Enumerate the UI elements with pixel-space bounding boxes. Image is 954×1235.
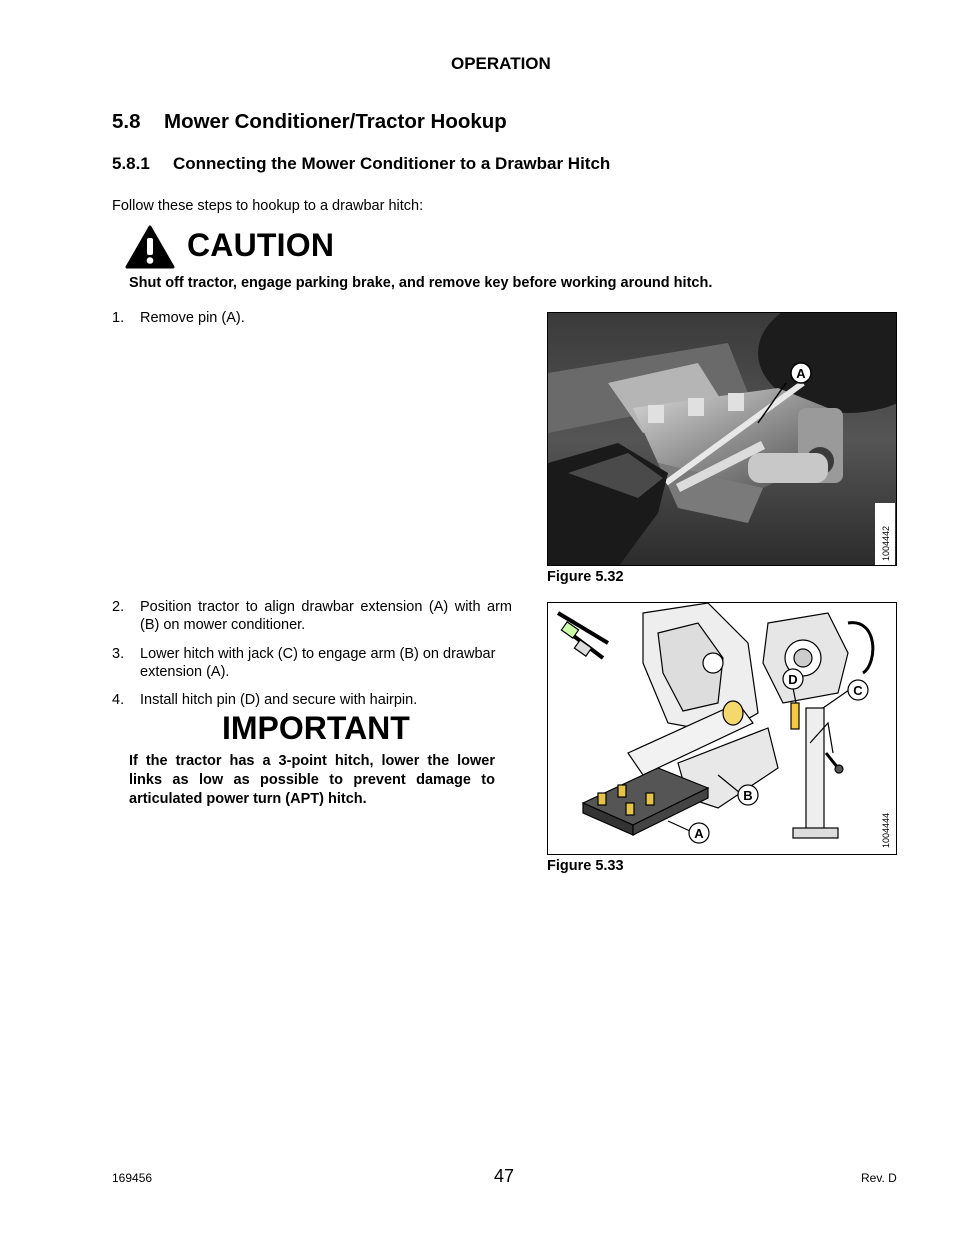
- step-1: [112, 309, 512, 327]
- document-number: 169456: [112, 1171, 153, 1185]
- hitch-pin-photo-illustration: [548, 313, 897, 566]
- important-text: If the tractor has a 3-point hitch, lower the lower links as low as possible to prevent damage to articulated power turn (APT) hitch.: [129, 753, 495, 807]
- subsection-number: 5.8.1: [112, 154, 150, 173]
- warning-triangle-icon: [124, 224, 176, 275]
- figure-5-32-caption: Figure 5.32: [547, 569, 624, 585]
- callout-d-label: D: [788, 672, 798, 687]
- callout-c-label: C: [853, 683, 863, 698]
- subsection-title: Connecting the Mower Conditioner to a Drawbar Hitch: [173, 154, 611, 173]
- subsection-heading: [112, 154, 610, 174]
- section-heading: [112, 110, 507, 134]
- step-number: 3.: [112, 646, 125, 662]
- figure-5-33-caption: Figure 5.33: [547, 858, 624, 874]
- page-number: 47: [494, 1166, 515, 1186]
- intro-text: Follow these steps to hookup to a drawbar hitch:: [112, 198, 424, 214]
- step-number: 2.: [112, 599, 125, 615]
- callout-a-label-2: A: [694, 826, 704, 841]
- figure-id: 1004442: [881, 525, 891, 561]
- step-3: [112, 645, 512, 681]
- step-text: Install hitch pin (D) and secure with hairpin.: [140, 692, 418, 708]
- figure-id: 1004444: [881, 812, 891, 848]
- drawbar-hitch-line-drawing: [548, 603, 897, 855]
- caution-title: CAUTION: [187, 227, 335, 263]
- running-header: OPERATION: [451, 54, 551, 73]
- revision-label: Rev. D: [861, 1171, 897, 1185]
- callout-a-label: A: [796, 366, 806, 381]
- step-text: Position tractor to align drawbar extension (A) with arm (B) on mower conditioner.: [140, 599, 512, 633]
- step-number: 1.: [112, 310, 125, 326]
- step-4: [112, 691, 512, 709]
- section-number: 5.8: [112, 110, 141, 133]
- step-number: 4.: [112, 692, 125, 708]
- step-2: [112, 598, 512, 634]
- callout-b-label: B: [743, 788, 753, 803]
- figure-5-33-drawing: [547, 602, 897, 855]
- step-text: Lower hitch with jack (C) to engage arm (B) on drawbar extension (A).: [140, 646, 496, 680]
- figure-5-32-photo: [547, 312, 897, 566]
- step-text: Remove pin (A).: [140, 310, 245, 326]
- important-title: IMPORTANT: [222, 710, 410, 746]
- caution-text: Shut off tractor, engage parking brake, and remove key before working around hitch.: [129, 275, 713, 291]
- section-title: Mower Conditioner/Tractor Hookup: [164, 110, 507, 133]
